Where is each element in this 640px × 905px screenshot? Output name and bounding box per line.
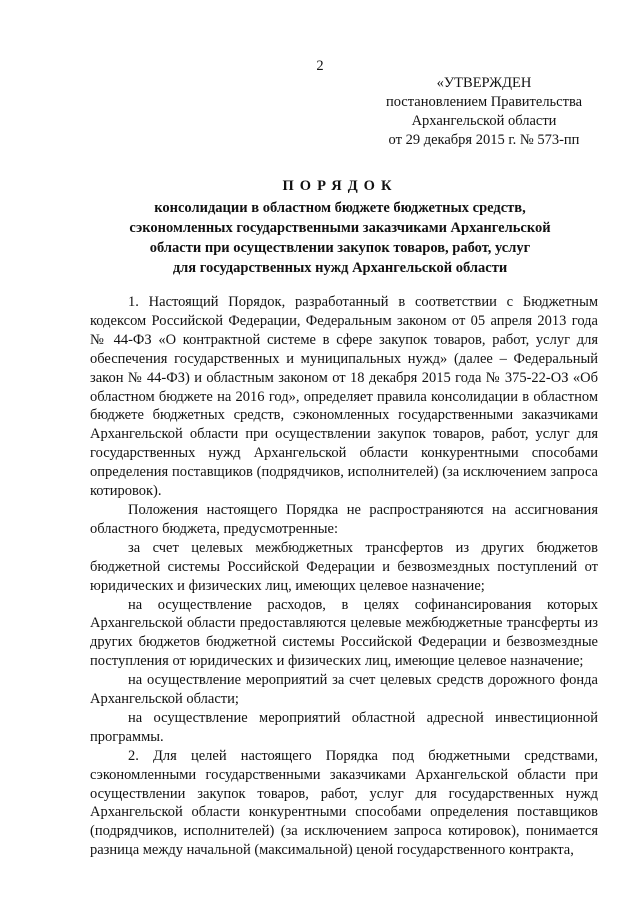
approval-stamp <box>370 74 598 150</box>
paragraph: на осуществление мероприятий областной адресной инвестиционной программы. <box>90 709 598 745</box>
approval-line: от 29 декабря 2015 г. № 573-пп <box>388 132 580 148</box>
paragraph: 2. Для целей настоящего Порядка под бюджетными средствами, сэкономленными государственными заказчиками Архангельской области при осуществлении закупок товаров, работ, услуг для государственных нужд Архангельской области конкурентными способами определения поставщиков (подрядчиков, исполнителей) (за исключением запроса котировок), понимается разница между начальной (максимальной) ценой государственного контракта, <box>90 747 598 859</box>
paragraph: на осуществление мероприятий за счет целевых средств дорожного фонда Архангельской области; <box>90 672 598 708</box>
page-number: 2 <box>316 58 324 74</box>
approval-line: постановлением Правительства <box>385 94 583 110</box>
approval-line: «УТВЕРЖДЕН <box>436 75 532 91</box>
title-line: консолидации в областном бюджете бюджетных средств, <box>154 200 526 216</box>
paragraph: Положения настоящего Порядка не распространяются на ассигнования областного бюджета, предусмотренные: <box>90 501 598 537</box>
approval-line: Архангельской области <box>411 113 557 129</box>
title-line: для государственных нужд Архангельской области <box>172 260 508 276</box>
paragraph: 1. Настоящий Порядок, разработанный в соответствии с Бюджетным кодексом Российской Федерации, Федеральным законом от 05 апреля 2013 года № 44-ФЗ «О контрактной системе в сфере закупок товаров, работ, услуг для обеспечения государственных и муниципальных нужд» (далее – Федеральный закон № 44-ФЗ) и областным законом от 18 декабря 2015 года № 375-22-ОЗ «Об областном бюджете на 2016 год», определяет правила консолидации в областном бюджете бюджетных средств, сэкономленных государственными заказчиками Архангельской области при осуществлении закупок товаров, работ, услуг для государственных нужд Архангельской области конкурентными способами определения поставщиков (подрядчиков, исполнителей) (за исключением запроса котировок). <box>90 294 598 500</box>
title-line: области при осуществлении закупок товаров, работ, услуг <box>149 240 531 256</box>
paragraph: за счет целевых межбюджетных трансфертов из других бюджетов бюджетной системы Российской Федерации и безвозмездных поступлений от юридических и физических лиц, имеющих целевое назначение; <box>90 539 598 594</box>
document-title <box>70 176 610 278</box>
title-line: сэкономленных государственными заказчиками Архангельской <box>129 220 551 236</box>
document-body <box>90 293 598 860</box>
title-heading: ПОРЯДОК <box>282 178 398 194</box>
paragraph: на осуществление расходов, в целях софинансирования которых Архангельской области предоставляются целевые межбюджетные трансферты из других бюджетов бюджетной системы Российской Федерации и безвозмездные поступления от юридических и физических лиц, имеющие целевое назначение; <box>90 596 598 670</box>
